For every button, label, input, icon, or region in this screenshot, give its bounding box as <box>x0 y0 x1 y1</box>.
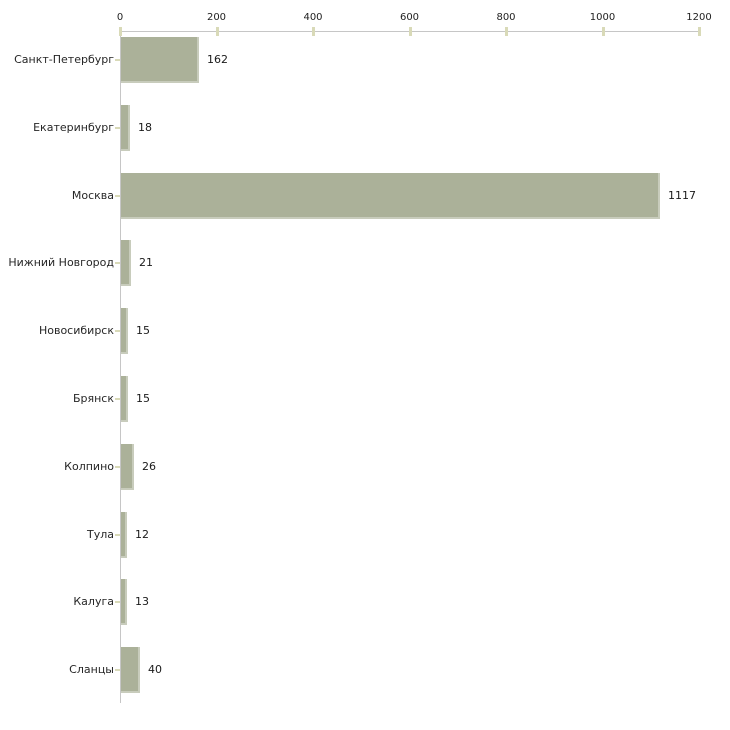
value-label: 18 <box>138 121 152 134</box>
x-axis-tick-mark <box>602 27 605 36</box>
category-label: Тула <box>86 528 114 541</box>
category-label: Екатеринбург <box>33 121 114 134</box>
bar <box>121 579 127 625</box>
x-axis-tick-label: 600 <box>399 12 420 23</box>
category-label: Москва <box>71 189 114 202</box>
x-axis-tick-label: 0 <box>116 12 124 23</box>
bar <box>121 444 134 490</box>
value-label: 162 <box>207 53 228 66</box>
category-label: Колпино <box>64 460 114 473</box>
value-label: 13 <box>135 595 149 608</box>
value-label: 26 <box>142 460 156 473</box>
y-axis-tick-mark <box>115 669 120 671</box>
bar <box>121 240 131 286</box>
y-axis-tick-mark <box>115 127 120 129</box>
y-axis-tick-mark <box>115 262 120 264</box>
x-axis-tick-mark <box>505 27 508 36</box>
value-label: 21 <box>139 256 153 269</box>
x-axis-tick-label: 200 <box>206 12 227 23</box>
category-label: Санкт-Петербург <box>14 53 114 66</box>
category-label: Сланцы <box>69 663 114 676</box>
x-axis-tick-mark <box>312 27 315 36</box>
value-label: 15 <box>136 392 150 405</box>
x-axis-tick-label: 1000 <box>589 12 616 23</box>
x-axis-tick-mark <box>409 27 412 36</box>
y-axis-tick-mark <box>115 330 120 332</box>
x-axis-tick-label: 1200 <box>686 12 712 23</box>
x-axis-tick-label: 400 <box>303 12 323 23</box>
y-axis-tick-mark <box>115 398 120 400</box>
value-label: 12 <box>135 528 149 541</box>
value-label: 40 <box>148 663 162 676</box>
category-label: Брянск <box>72 392 114 405</box>
x-axis-tick-mark <box>216 27 219 36</box>
category-label: Калуга <box>73 595 114 608</box>
y-axis-tick-mark <box>115 195 120 197</box>
value-label: 15 <box>136 324 150 337</box>
y-axis-tick-mark <box>115 59 120 61</box>
x-axis-tick-mark <box>698 27 701 36</box>
value-label: 1117 <box>668 189 696 202</box>
bar <box>121 105 130 151</box>
y-axis-tick-mark <box>115 466 120 468</box>
bar <box>121 647 140 693</box>
bar <box>121 308 128 354</box>
bar <box>121 37 199 83</box>
y-axis-tick-mark <box>115 601 120 603</box>
bar <box>121 512 127 558</box>
x-axis-tick-label: 800 <box>496 12 516 23</box>
category-label: Новосибирск <box>38 324 114 337</box>
y-axis-tick-mark <box>115 534 120 536</box>
bar <box>121 173 660 219</box>
category-label: Нижний Новгород <box>8 256 114 269</box>
x-axis-tick-mark <box>119 27 122 36</box>
bar <box>121 376 128 422</box>
